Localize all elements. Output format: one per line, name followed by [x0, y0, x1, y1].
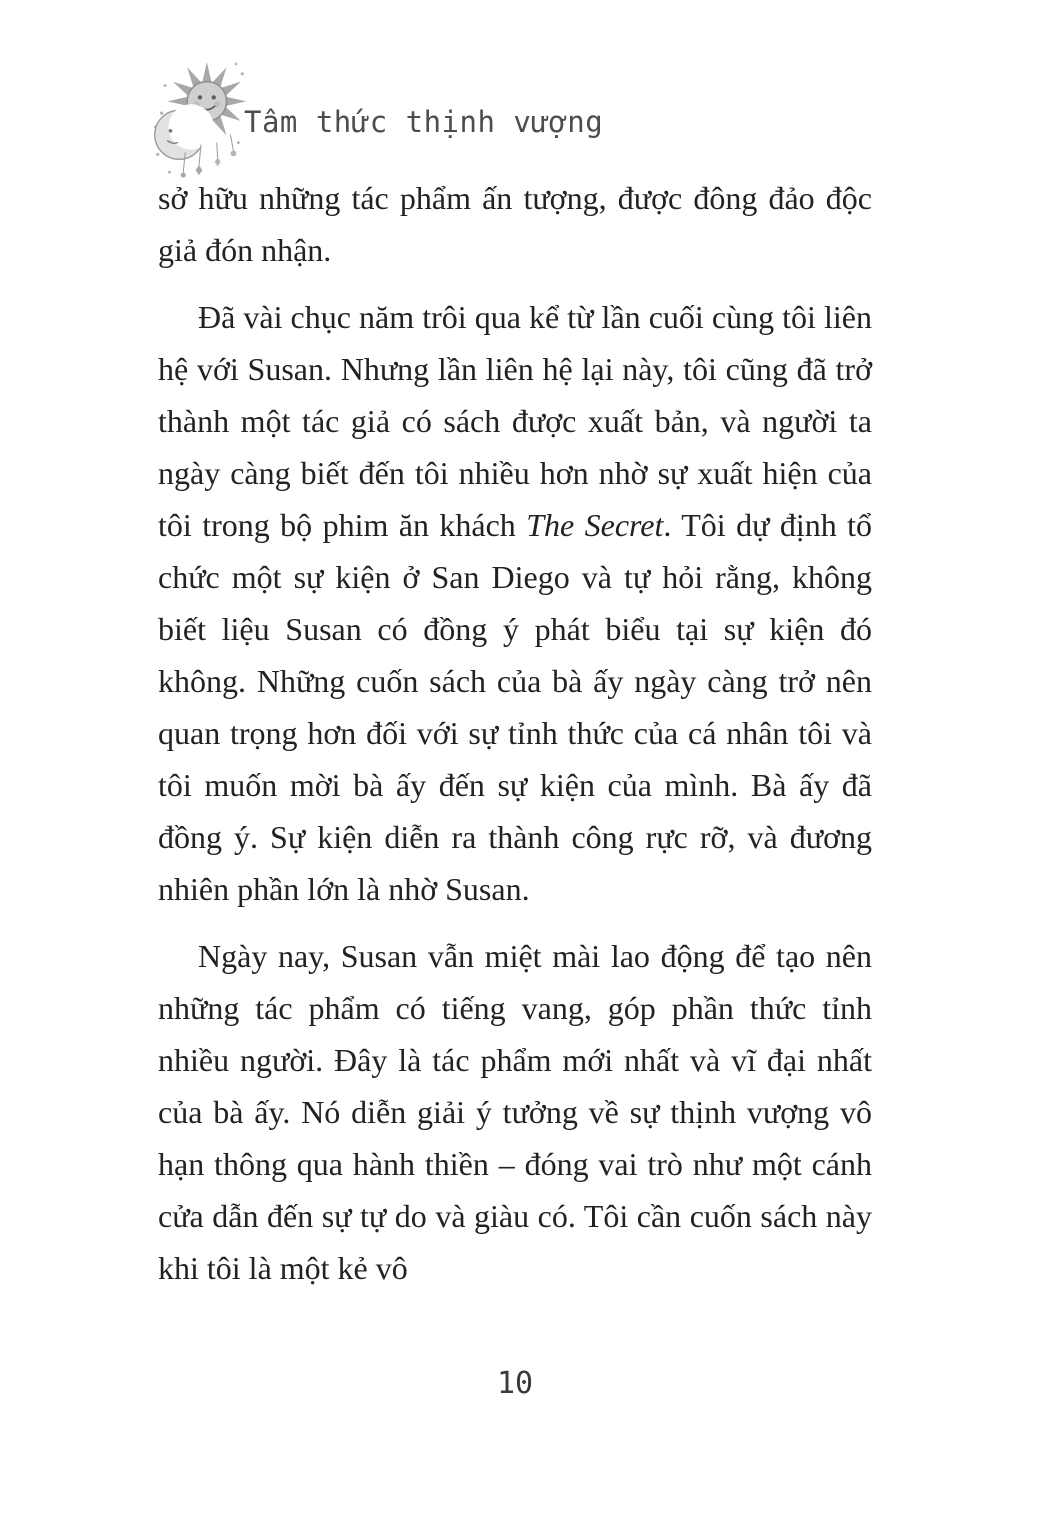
paragraph	[158, 930, 872, 1294]
running-header	[140, 55, 603, 185]
body-text	[158, 172, 872, 1309]
paragraph	[158, 291, 872, 915]
text-run: Đã vài chục năm trôi qua kể từ lần cuối cùng tôi liên hệ với Susan. Nhưng lần liên hệ lại này, tôi cũng đã trở thành một tác giả có sách được xuất bản, và người ta ngày càng biết đến tôi nhiều hơn nhờ sự xuất hiện của tôi trong bộ phim ăn khách	[158, 299, 872, 543]
running-header-title: Tâm thức thịnh vượng	[244, 105, 604, 139]
italic-run: The Secret	[526, 507, 664, 543]
page-number: 10	[496, 1366, 534, 1401]
text-run: . Tôi dự định tổ chức một sự kiện ở San Diego và tự hỏi rằng, không biết liệu Susan có đồng ý phát biểu tại sự kiện đó không. Những cuốn sách của bà ấy ngày càng trở nên quan trọng hơn đối với sự tỉnh thức của cá nhân tôi và tôi muốn mời bà ấy đến sự kiện của mình. Bà ấy đã đồng ý. Sự kiện diễn ra thành công rực rỡ, và đương nhiên phần lớn là nhờ Susan.	[158, 507, 873, 907]
text-run: Ngày nay, Susan vẫn miệt mài lao động để tạo nên những tác phẩm có tiếng vang, góp phần thức tỉnh nhiều người. Đây là tác phẩm mới nhất và vĩ đại nhất của bà ấy. Nó diễn giải ý tưởng về sự thịnh vượng vô hạn thông qua hành thiền – đóng vai trò như một cánh cửa dẫn đến sự tự do và giàu có. Tôi cần cuốn sách này khi tôi là một kẻ vô	[158, 938, 872, 1286]
sun-moon-ornament-icon	[140, 56, 258, 184]
paragraph	[158, 172, 872, 276]
text-run: sở hữu những tác phẩm ấn tượng, được đông đảo độc giả đón nhận.	[158, 180, 872, 268]
